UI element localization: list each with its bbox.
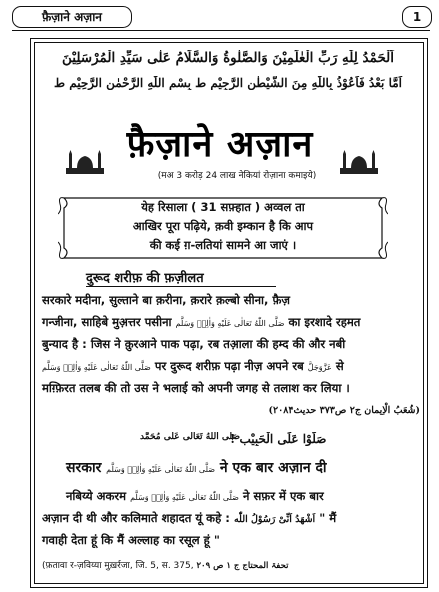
text-span: अज़ान दी थी और कलिमाते शहादत यूं कहे : (42, 511, 234, 525)
mosque-icon-left (66, 150, 104, 174)
opening-arabic-line2: اَمَّا بَعْدُ فَاَعُوْذُ بِاللّٰهِ مِنَ الشَّيْطٰنِ الرَّجِيْمِ ط بِسْمِ اللّٰهِ الرَّحْمٰنِ الرَّحِيْمِ ط (54, 76, 402, 90)
paragraph-line (42, 290, 416, 310)
text-span: पर दुरूद शरीफ़ पढ़ा नीज़ अपने रब (154, 359, 308, 373)
header-title: फ़ैज़ाने अज़ान (12, 6, 132, 28)
opening-arabic-line1: اَلْحَمْدُ لِلّٰهِ رَبِّ الْعٰلَمِيْنَ وَالصَّلٰوةُ وَالسَّلَامُ عَلٰى سَيِّدِ الْمُرْسَلِيْنَ (61, 50, 395, 66)
text-span: ने एक बार अज़ान दी (215, 460, 327, 476)
mosque-icon-right (340, 150, 378, 174)
page-number: 1 (402, 6, 432, 28)
paragraph-line (42, 486, 416, 508)
section-heading-underline (86, 286, 276, 287)
salat-call: صَلُّوْا عَلَى الْحَبِيْب ! (230, 432, 327, 446)
note-line: येह रिसाला ( 31 सफ़्हात ) अव्वल ता (141, 200, 305, 214)
reference-arabic: (شُعَبُ الْاِیمان ج۲ ص۳۷۳ حدیث۲۰۸۴) (268, 405, 420, 416)
inline-arabic-salutation: صَلَّى اللّٰهُ تَعَالٰى عَلَيْهِ وَاٰلِهٖ وَسَلَّم (175, 319, 285, 328)
text-span: गन्जीना, साहिबे मुअ़त्तर पसीना (42, 315, 176, 329)
reference-hindi: (फ़तावा र-ज़विय्या मुख़र्रजा, जि. 5, स. 375, (42, 561, 194, 571)
keyword: सरकारे (42, 293, 72, 307)
note-text (70, 198, 376, 255)
inline-arabic-azza: عَزَّوَجَلَّ (307, 363, 332, 372)
salat-response: صَلَّى اللّٰهُ تَعَالٰى عَلٰى مُحَمَّد (140, 432, 240, 442)
text-span: से (331, 359, 344, 373)
header-divider (12, 30, 430, 31)
text-span: गवाही देता हूं कि मैं (42, 533, 129, 547)
inline-arabic-salutation: صَلَّى اللّٰهُ تَعَالٰى عَلَيْهِ وَاٰلِهٖ وَسَلَّم (106, 465, 216, 474)
paragraph-line (42, 356, 416, 378)
reference-arabic: تحفۃ المحتاج ج ۱ ص ۲۰۹ (196, 561, 289, 571)
keyword: सरकार (66, 460, 102, 476)
book-subtitle: (मअ 3 करोड़ 24 लाख नेकियां रोज़ाना कमाइये) (157, 171, 317, 181)
inline-arabic-salutation: صَلَّى اللّٰهُ تَعَالٰى عَلَيْهِ وَاٰلِهٖ وَسَلَّم (42, 363, 151, 372)
inline-arabic-salutation: صَلَّى اللّٰهُ تَعَالٰى عَلَيْهِ وَاٰلِهٖ وَسَلَّم (130, 493, 239, 502)
text-span: मदीना, सुल्ताने बा क़रीना, क़रारे क़ल्बो सीना, फ़ैज़ (71, 293, 290, 307)
inline-arabic-kalima: اَشْهَدُ اَنِّىْ رَسُوْلُ اللّٰه (233, 514, 316, 525)
keyword-allah: अल्लाह (128, 533, 160, 547)
paragraph-line (42, 530, 416, 550)
paragraph-line (42, 508, 416, 530)
text-span: ने सफ़र में एक बार (238, 489, 324, 503)
paragraph-line (42, 312, 416, 334)
section-heading-azan (42, 458, 416, 480)
keyword: नबिय्ये अकरम (66, 489, 131, 503)
section-heading-durood: दुरूद शरीफ़ की फ़ज़ीलत (86, 271, 204, 286)
reference-line (42, 556, 416, 576)
text-span: का इरशादे रहमत (284, 315, 361, 329)
note-line: की कई ग़-लतियां सामने आ जाएं । (149, 238, 297, 252)
book-title: फ़ैज़ाने अज़ान (126, 124, 314, 165)
text-span: का रसूल हूं " (159, 533, 220, 547)
paragraph-line: बुन्याद है : जिस ने क़ुरआने पाक पढ़ा, रब तआ़ला की हम्द की और नबी (42, 337, 346, 351)
note-line: आखिर पूरा पढ़िये, क़वी इम्कान है कि आप (132, 219, 314, 233)
paragraph-line: मग़्फ़िरत तलब की तो उस ने भलाई को अपनी जगह से तलाश कर लिया । (42, 381, 350, 395)
text-span: " मैं (315, 511, 337, 525)
